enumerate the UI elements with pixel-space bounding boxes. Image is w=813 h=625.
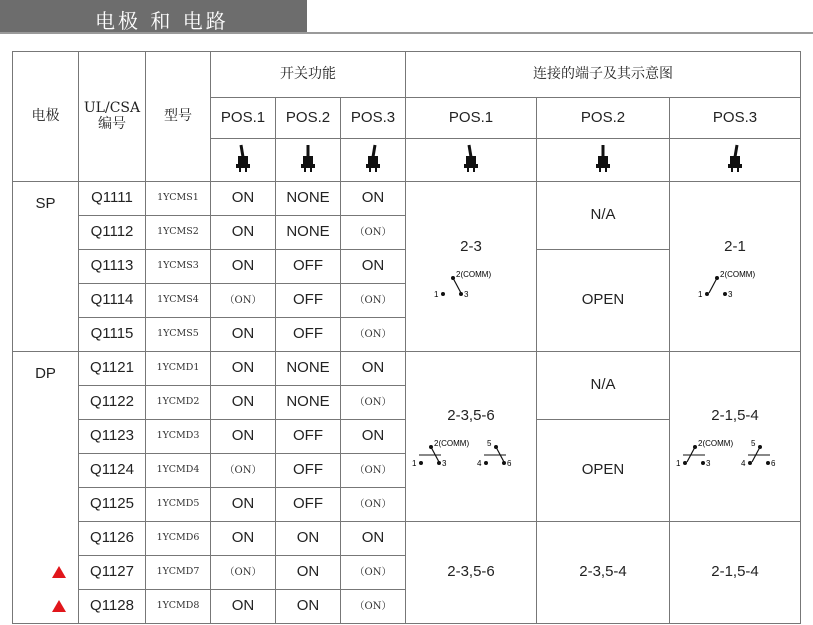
header-pole: 电极 bbox=[13, 52, 79, 182]
model-number: 1YCMD6 bbox=[146, 522, 211, 556]
dp-terminal-pos2-na: N/A bbox=[537, 352, 670, 420]
func-pos3: （ON） bbox=[341, 284, 406, 318]
ul-number: Q1123 bbox=[79, 420, 146, 454]
model-number: 1YCMD4 bbox=[146, 454, 211, 488]
pole-sp: SP bbox=[13, 182, 79, 352]
toggle-term-pos3-icon bbox=[670, 139, 801, 182]
sp-terminal-pos3 bbox=[670, 182, 801, 352]
func-pos1: ON bbox=[211, 488, 276, 522]
func-pos2: OFF bbox=[276, 318, 341, 352]
func-pos1: ON bbox=[211, 386, 276, 420]
t3-label: 3 bbox=[728, 289, 733, 299]
func-pos2: NONE bbox=[276, 216, 341, 250]
header-ul-csa-label: UL/CSA bbox=[83, 100, 141, 117]
dp2-terminal-pos3: 2-1,5-4 bbox=[670, 522, 801, 624]
func-pos1: ON bbox=[211, 352, 276, 386]
model-number: 1YCMD8 bbox=[146, 590, 211, 624]
dp-terminal-pos2-open: OPEN bbox=[537, 420, 670, 522]
func-pos1: （ON） bbox=[211, 556, 276, 590]
func-pos2: ON bbox=[276, 590, 341, 624]
func-pos2: ON bbox=[276, 522, 341, 556]
header-term-pos3: POS.3 bbox=[670, 98, 801, 139]
header-func-pos1: POS.1 bbox=[211, 98, 276, 139]
ul-number: Q1112 bbox=[79, 216, 146, 250]
dp-pos3-diagram bbox=[675, 435, 795, 475]
toggle-pos2-icon bbox=[276, 139, 341, 182]
func-pos3: （ON） bbox=[341, 488, 406, 522]
sp-terminal-pos1 bbox=[406, 182, 537, 352]
dp-pos1-diagram bbox=[411, 435, 531, 475]
comm-label: 2(COMM) bbox=[456, 269, 492, 279]
model-number: 1YCMS1 bbox=[146, 182, 211, 216]
ul-number-cell bbox=[79, 590, 146, 624]
func-pos2: NONE bbox=[276, 386, 341, 420]
func-pos1: （ON） bbox=[211, 284, 276, 318]
header-term-pos1: POS.1 bbox=[406, 98, 537, 139]
func-pos3: （ON） bbox=[341, 454, 406, 488]
func-pos1: ON bbox=[211, 318, 276, 352]
func-pos1: ON bbox=[211, 216, 276, 250]
t3-label: 3 bbox=[442, 458, 447, 468]
t6-label: 6 bbox=[507, 458, 512, 468]
warning-triangle-icon bbox=[52, 566, 66, 578]
dp-terminal-pos3 bbox=[670, 352, 801, 522]
spec-table bbox=[12, 51, 801, 624]
func-pos2: OFF bbox=[276, 250, 341, 284]
func-pos3: （ON） bbox=[341, 216, 406, 250]
model-number: 1YCMD3 bbox=[146, 420, 211, 454]
func-pos1: ON bbox=[211, 522, 276, 556]
header-terminal-diagram: 连接的端子及其示意图 bbox=[406, 52, 801, 98]
model-number: 1YCMS3 bbox=[146, 250, 211, 284]
header-number-label: 编号 bbox=[98, 115, 126, 132]
func-pos3: （ON） bbox=[341, 590, 406, 624]
header-func-pos2: POS.2 bbox=[276, 98, 341, 139]
func-pos2: OFF bbox=[276, 420, 341, 454]
func-pos1: ON bbox=[211, 250, 276, 284]
dp2-terminal-pos1: 2-3,5-6 bbox=[406, 522, 537, 624]
sp-terminal-pos1-label: 2-3 bbox=[460, 238, 482, 256]
ul-number: Q1128 bbox=[90, 597, 134, 615]
t5-label: 5 bbox=[487, 438, 492, 448]
func-pos3: ON bbox=[341, 420, 406, 454]
func-pos3: （ON） bbox=[341, 556, 406, 590]
ul-number: Q1113 bbox=[79, 250, 146, 284]
t3-label: 3 bbox=[706, 458, 711, 468]
comm-label: 2(COMM) bbox=[698, 438, 734, 448]
toggle-term-pos1-icon bbox=[406, 139, 537, 182]
t1-label: 1 bbox=[412, 458, 417, 468]
comm-label: 2(COMM) bbox=[720, 269, 756, 279]
func-pos1: （ON） bbox=[211, 454, 276, 488]
t3-label: 3 bbox=[464, 289, 469, 299]
ul-number: Q1122 bbox=[79, 386, 146, 420]
pole-dp: DP bbox=[13, 352, 79, 522]
ul-number-cell bbox=[79, 556, 146, 590]
func-pos2: NONE bbox=[276, 182, 341, 216]
sp-pos1-diagram bbox=[431, 266, 511, 306]
func-pos1: ON bbox=[211, 590, 276, 624]
dp-terminal-pos3-label: 2-1,5-4 bbox=[711, 407, 759, 425]
ul-number: Q1114 bbox=[79, 284, 146, 318]
t6-label: 6 bbox=[771, 458, 776, 468]
ul-number: Q1124 bbox=[79, 454, 146, 488]
ul-number: Q1126 bbox=[79, 522, 146, 556]
t1-label: 1 bbox=[698, 289, 703, 299]
model-number: 1YCMS5 bbox=[146, 318, 211, 352]
func-pos2: OFF bbox=[276, 488, 341, 522]
func-pos3: （ON） bbox=[341, 386, 406, 420]
sp-terminal-pos2-open: OPEN bbox=[537, 250, 670, 352]
ul-number: Q1125 bbox=[79, 488, 146, 522]
header-term-pos2: POS.2 bbox=[537, 98, 670, 139]
page-title: 电极 和 电路 bbox=[95, 9, 229, 33]
model-number: 1YCMD2 bbox=[146, 386, 211, 420]
ul-number: Q1127 bbox=[90, 563, 134, 581]
func-pos2: ON bbox=[276, 556, 341, 590]
comm-label: 2(COMM) bbox=[434, 438, 470, 448]
sp-terminal-pos2-na: N/A bbox=[537, 182, 670, 250]
sp-pos3-diagram bbox=[695, 266, 775, 306]
func-pos3: ON bbox=[341, 522, 406, 556]
dp-terminal-pos1-label: 2-3,5-6 bbox=[447, 407, 495, 425]
t4-label: 4 bbox=[477, 458, 482, 468]
t4-label: 4 bbox=[741, 458, 746, 468]
model-number: 1YCMS2 bbox=[146, 216, 211, 250]
ul-number: Q1115 bbox=[79, 318, 146, 352]
func-pos3: ON bbox=[341, 352, 406, 386]
ul-number: Q1121 bbox=[79, 352, 146, 386]
pole-dp-continued bbox=[13, 522, 79, 624]
header-switch-function: 开关功能 bbox=[211, 52, 406, 98]
func-pos1: ON bbox=[211, 420, 276, 454]
t1-label: 1 bbox=[676, 458, 681, 468]
func-pos1: ON bbox=[211, 182, 276, 216]
t1-label: 1 bbox=[434, 289, 439, 299]
func-pos2: OFF bbox=[276, 284, 341, 318]
model-number: 1YCMD1 bbox=[146, 352, 211, 386]
ul-number: Q1111 bbox=[79, 182, 146, 216]
dp-terminal-pos1 bbox=[406, 352, 537, 522]
toggle-term-pos2-icon bbox=[537, 139, 670, 182]
func-pos3: ON bbox=[341, 250, 406, 284]
header-ul-csa bbox=[79, 52, 146, 182]
dp2-terminal-pos2: 2-3,5-4 bbox=[537, 522, 670, 624]
header-model: 型号 bbox=[146, 52, 211, 182]
model-number: 1YCMS4 bbox=[146, 284, 211, 318]
toggle-pos1-icon bbox=[211, 139, 276, 182]
toggle-pos3-icon bbox=[341, 139, 406, 182]
func-pos3: ON bbox=[341, 182, 406, 216]
model-number: 1YCMD5 bbox=[146, 488, 211, 522]
func-pos2: OFF bbox=[276, 454, 341, 488]
func-pos3: （ON） bbox=[341, 318, 406, 352]
warning-triangle-icon bbox=[52, 600, 66, 612]
func-pos2: NONE bbox=[276, 352, 341, 386]
sp-terminal-pos3-label: 2-1 bbox=[724, 238, 746, 256]
t5-label: 5 bbox=[751, 438, 756, 448]
model-number: 1YCMD7 bbox=[146, 556, 211, 590]
header-func-pos3: POS.3 bbox=[341, 98, 406, 139]
